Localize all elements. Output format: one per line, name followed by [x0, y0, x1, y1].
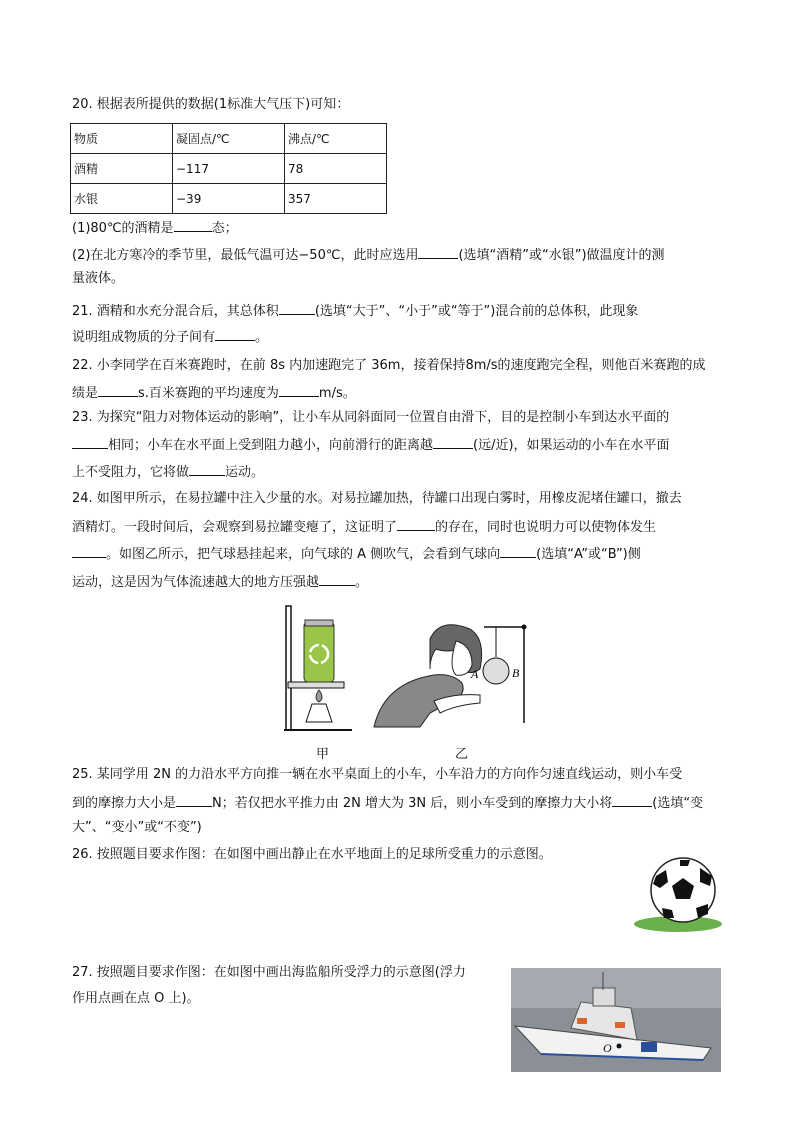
- text: 态；: [211, 221, 238, 236]
- q21-line1: [72, 300, 638, 322]
- q23-line3: [72, 461, 264, 483]
- answer-blank[interactable]: [279, 382, 319, 397]
- text: 。: [355, 575, 369, 590]
- q25-line3: 大”、“变小”或“不变”): [72, 820, 202, 835]
- q24-line1: 24. 如图甲所示，在易拉罐中注入少量的水。对易拉罐加热，待罐口出现白雾时，用橡皮泥堵住罐口，撤去: [72, 491, 682, 506]
- table-row: [71, 184, 387, 214]
- text: m/s。: [318, 386, 356, 401]
- figure-yi-balloon: [372, 619, 536, 729]
- figure-soccer-ball: [628, 852, 722, 934]
- table-header-cell: 物质: [71, 124, 173, 154]
- answer-blank[interactable]: [98, 382, 138, 397]
- answer-blank[interactable]: [176, 792, 212, 807]
- text: 酒精灯。一段时间后，会观察到易拉罐变瘪了，这证明了: [72, 520, 398, 535]
- answer-blank[interactable]: [433, 434, 473, 449]
- text: s.百米赛跑的平均速度为: [138, 386, 279, 401]
- text: 绩是: [72, 386, 99, 401]
- table-cell: 水银: [71, 184, 173, 214]
- text: 。: [255, 330, 269, 345]
- text: (2)在北方寒冷的季节里，最低气温可达−50℃，此时应选用: [72, 248, 419, 263]
- flame-icon: [316, 690, 322, 702]
- table-header-cell: 凝固点/℃: [173, 124, 285, 154]
- q24-line2: [72, 516, 656, 538]
- text: N；若仅把水平推力由 2N 增大为 3N 后，则小车受到的摩擦力大小将: [212, 796, 613, 811]
- table-cell: 357: [285, 184, 387, 214]
- label-a: A: [471, 667, 479, 681]
- q23-line1: 23. 为探究“阻力对物体运动的影响”，让小车从同斜面同一位置自由滑下，目的是控制小车到达水平面的: [72, 410, 670, 425]
- text: 相同；小车在水平面上受到阻力越小，向前滑行的距离越: [108, 438, 434, 453]
- q25-line2: [72, 792, 703, 814]
- can-top: [305, 620, 333, 626]
- answer-blank[interactable]: [189, 461, 225, 476]
- q20-part1: [72, 217, 238, 239]
- table-cell: 78: [285, 154, 387, 184]
- table-row: [71, 154, 387, 184]
- answer-blank[interactable]: [397, 516, 435, 531]
- text: (选填“酒精”或“水银”)做温度计的测: [458, 248, 665, 263]
- q27-line2: 作用点画在点 O 上)。: [72, 991, 200, 1006]
- answer-blank[interactable]: [612, 792, 652, 807]
- table-cell: −39: [173, 184, 285, 214]
- answer-blank[interactable]: [500, 543, 536, 558]
- answer-blank[interactable]: [215, 326, 255, 341]
- text: (选填“变: [652, 796, 704, 811]
- point-o-label: O: [603, 1041, 612, 1055]
- text: 21. 酒精和水充分混合后，其总体积: [72, 304, 279, 319]
- data-table: [70, 123, 387, 214]
- table-cell: 酒精: [71, 154, 173, 184]
- q20-part2-cont: 量液体。: [72, 271, 125, 286]
- ship-stripe-icon: [641, 1042, 657, 1052]
- stand-pole: [286, 606, 291, 730]
- q24-line3: [72, 543, 641, 565]
- answer-blank[interactable]: [174, 217, 212, 232]
- answer-blank[interactable]: [319, 571, 355, 586]
- q27-line1: 27. 按照题目要求作图：在如图中画出海监船所受浮力的示意图(浮力: [72, 965, 466, 980]
- point-o: [617, 1044, 622, 1049]
- text: 运动，这是因为气体流速越大的地方压强越: [72, 575, 320, 590]
- q21-line2: [72, 326, 268, 348]
- ship-bridge-icon: [593, 988, 615, 1006]
- balloon-icon: [483, 658, 509, 684]
- text: 上不受阻力，它将做: [72, 465, 190, 480]
- text: 的存在，同时也说明力可以使物体发生: [435, 520, 657, 535]
- text: (选填“大于”、“小于”或“等于”)混合前的总体积，此现象: [314, 304, 639, 319]
- ship-lifeboat-icon: [615, 1022, 625, 1028]
- stand-shelf: [288, 682, 344, 688]
- q24-line4: [72, 571, 368, 593]
- text: (远/近)，如果运动的小车在水平面: [473, 438, 670, 453]
- table-header-row: [71, 124, 387, 154]
- answer-blank[interactable]: [72, 434, 108, 449]
- text: (选填“A”或“B”)侧: [536, 547, 641, 562]
- text: 运动。: [225, 465, 265, 480]
- caption-yi: 乙: [455, 747, 469, 762]
- q25-line1: 25. 某同学用 2N 的力沿水平方向推一辆在水平桌面上的小车，小车沿力的方向作匀速直线运动，则小车受: [72, 767, 683, 782]
- alcohol-lamp-icon: [306, 704, 332, 722]
- text: 说明组成物质的分子间有: [72, 330, 216, 345]
- can-icon: [304, 622, 334, 682]
- label-b: B: [512, 666, 520, 680]
- answer-blank[interactable]: [418, 244, 458, 259]
- q20-stem: 20. 根据表所提供的数据(1标准大气压下)可知：: [72, 97, 350, 112]
- figure-patrol-ship: [511, 968, 721, 1072]
- table-cell: −117: [173, 154, 285, 184]
- q20-part2: [72, 244, 665, 266]
- answer-blank[interactable]: [279, 300, 315, 315]
- figure-jia-heated-can: [282, 604, 362, 734]
- q26-line1: 26. 按照题目要求作图：在如图中画出静止在水平地面上的足球所受重力的示意图。: [72, 847, 552, 862]
- caption-jia: 甲: [316, 747, 330, 762]
- text: 。如图乙所示，把气球悬挂起来，向气球的 A 侧吹气，会看到气球向: [106, 547, 501, 562]
- answer-blank[interactable]: [72, 543, 106, 558]
- text: (1)80℃的酒精是: [72, 221, 174, 236]
- stand-top-dot: [522, 625, 527, 630]
- q23-line2: [72, 434, 670, 456]
- q22-line1: 22. 小李同学在百米赛跑时，在前 8s 内加速跑完了 36m，接着保持8m/s的速度跑完全程，则他百米赛跑的成: [72, 358, 706, 373]
- table-header-cell: 沸点/℃: [285, 124, 387, 154]
- text: 到的摩擦力大小是: [72, 796, 177, 811]
- q22-line2: [72, 382, 356, 404]
- ship-lifeboat-icon: [577, 1018, 587, 1024]
- sky-background: [511, 968, 721, 1008]
